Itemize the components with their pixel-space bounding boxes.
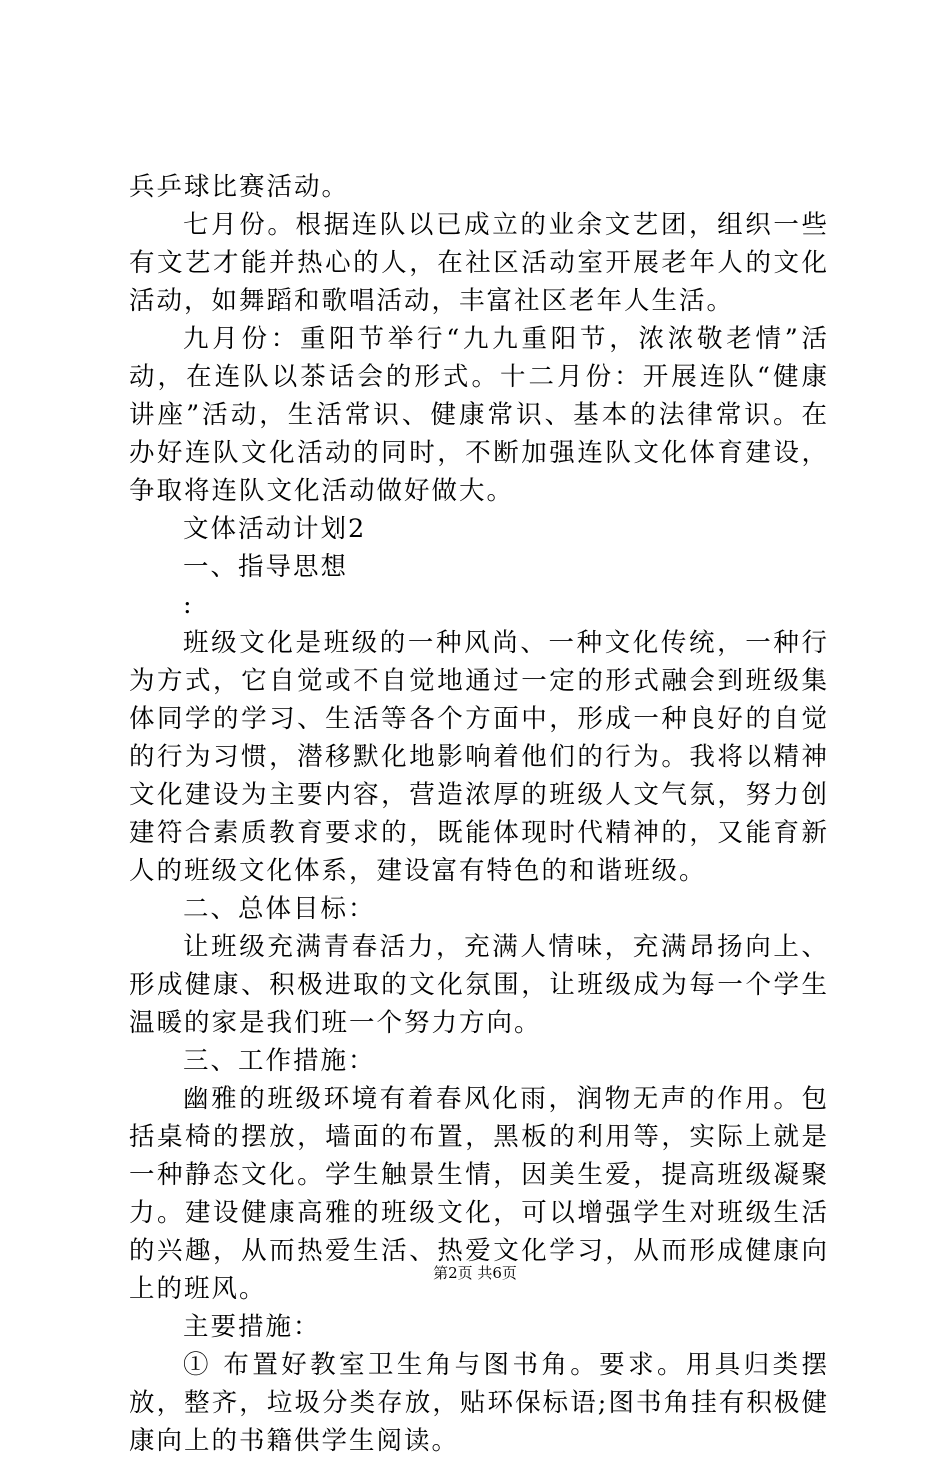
- paragraph: :: [183, 590, 194, 620]
- paragraph: 九月份：重阳节举行“九九重阳节，浓浓敬老情”活动，在连队以茶话会的形式。十二月份：开展连队“健康讲座”活动，生活常识、健康常识、基本的法律常识。在办好连队文化活动的同时，不断加强连队文化体育建设，争取将连队文化活动做好做大。: [129, 324, 829, 506]
- heading: 三、工作措施：: [183, 1046, 376, 1076]
- heading: 一、指导思想: [183, 552, 349, 582]
- paragraph: 幽雅的班级环境有着春风化雨，润物无声的作用。包括桌椅的摆放，墙面的布置，黑板的利用等，实际上就是一种静态文化。学生触景生情，因美生爱，提高班级凝聚力。建设健康高雅的班级文化，可以增强学生对班级生活的兴趣，从而热爱生活、热爱文化学习，从而形成健康向上的班风。: [129, 1084, 829, 1304]
- heading: 主要措施：: [183, 1312, 321, 1342]
- paragraph: 七月份。根据连队以已成立的业余文艺团，组织一些有文艺才能并热心的人，在社区活动室开展老年人的文化活动，如舞蹈和歌唱活动，丰富社区老年人生活。: [129, 210, 829, 316]
- page-footer: 第2页 共6页: [433, 1264, 517, 1282]
- heading: 二、总体目标：: [183, 894, 376, 924]
- paragraph: ① 布置好教室卫生角与图书角。要求。用具归类摆放，整齐，垃圾分类存放，贴环保标语;图书角挂有积极健康向上的书籍供学生阅读。: [129, 1350, 829, 1456]
- paragraph: 兵乒球比赛活动。: [129, 172, 350, 202]
- paragraph: 班级文化是班级的一种风尚、一种文化传统，一种行为方式，它自觉或不自觉地通过一定的形式融会到班级集体同学的学习、生活等各个方面中，形成一种良好的自觉的行为习惯，潜移默化地影响着他们的行为。我将以精神文化建设为主要内容，营造浓厚的班级人文气氛，努力创建符合素质教育要求的，既能体现时代精神的，又能育新人的班级文化体系，建设富有特色的和谐班级。: [129, 628, 829, 886]
- paragraph: 让班级充满青春活力，充满人情味，充满昂扬向上、形成健康、积极进取的文化氛围，让班级成为每一个学生温暖的家是我们班一个努力方向。: [129, 932, 829, 1038]
- section-title: 文体活动计划2: [183, 514, 367, 544]
